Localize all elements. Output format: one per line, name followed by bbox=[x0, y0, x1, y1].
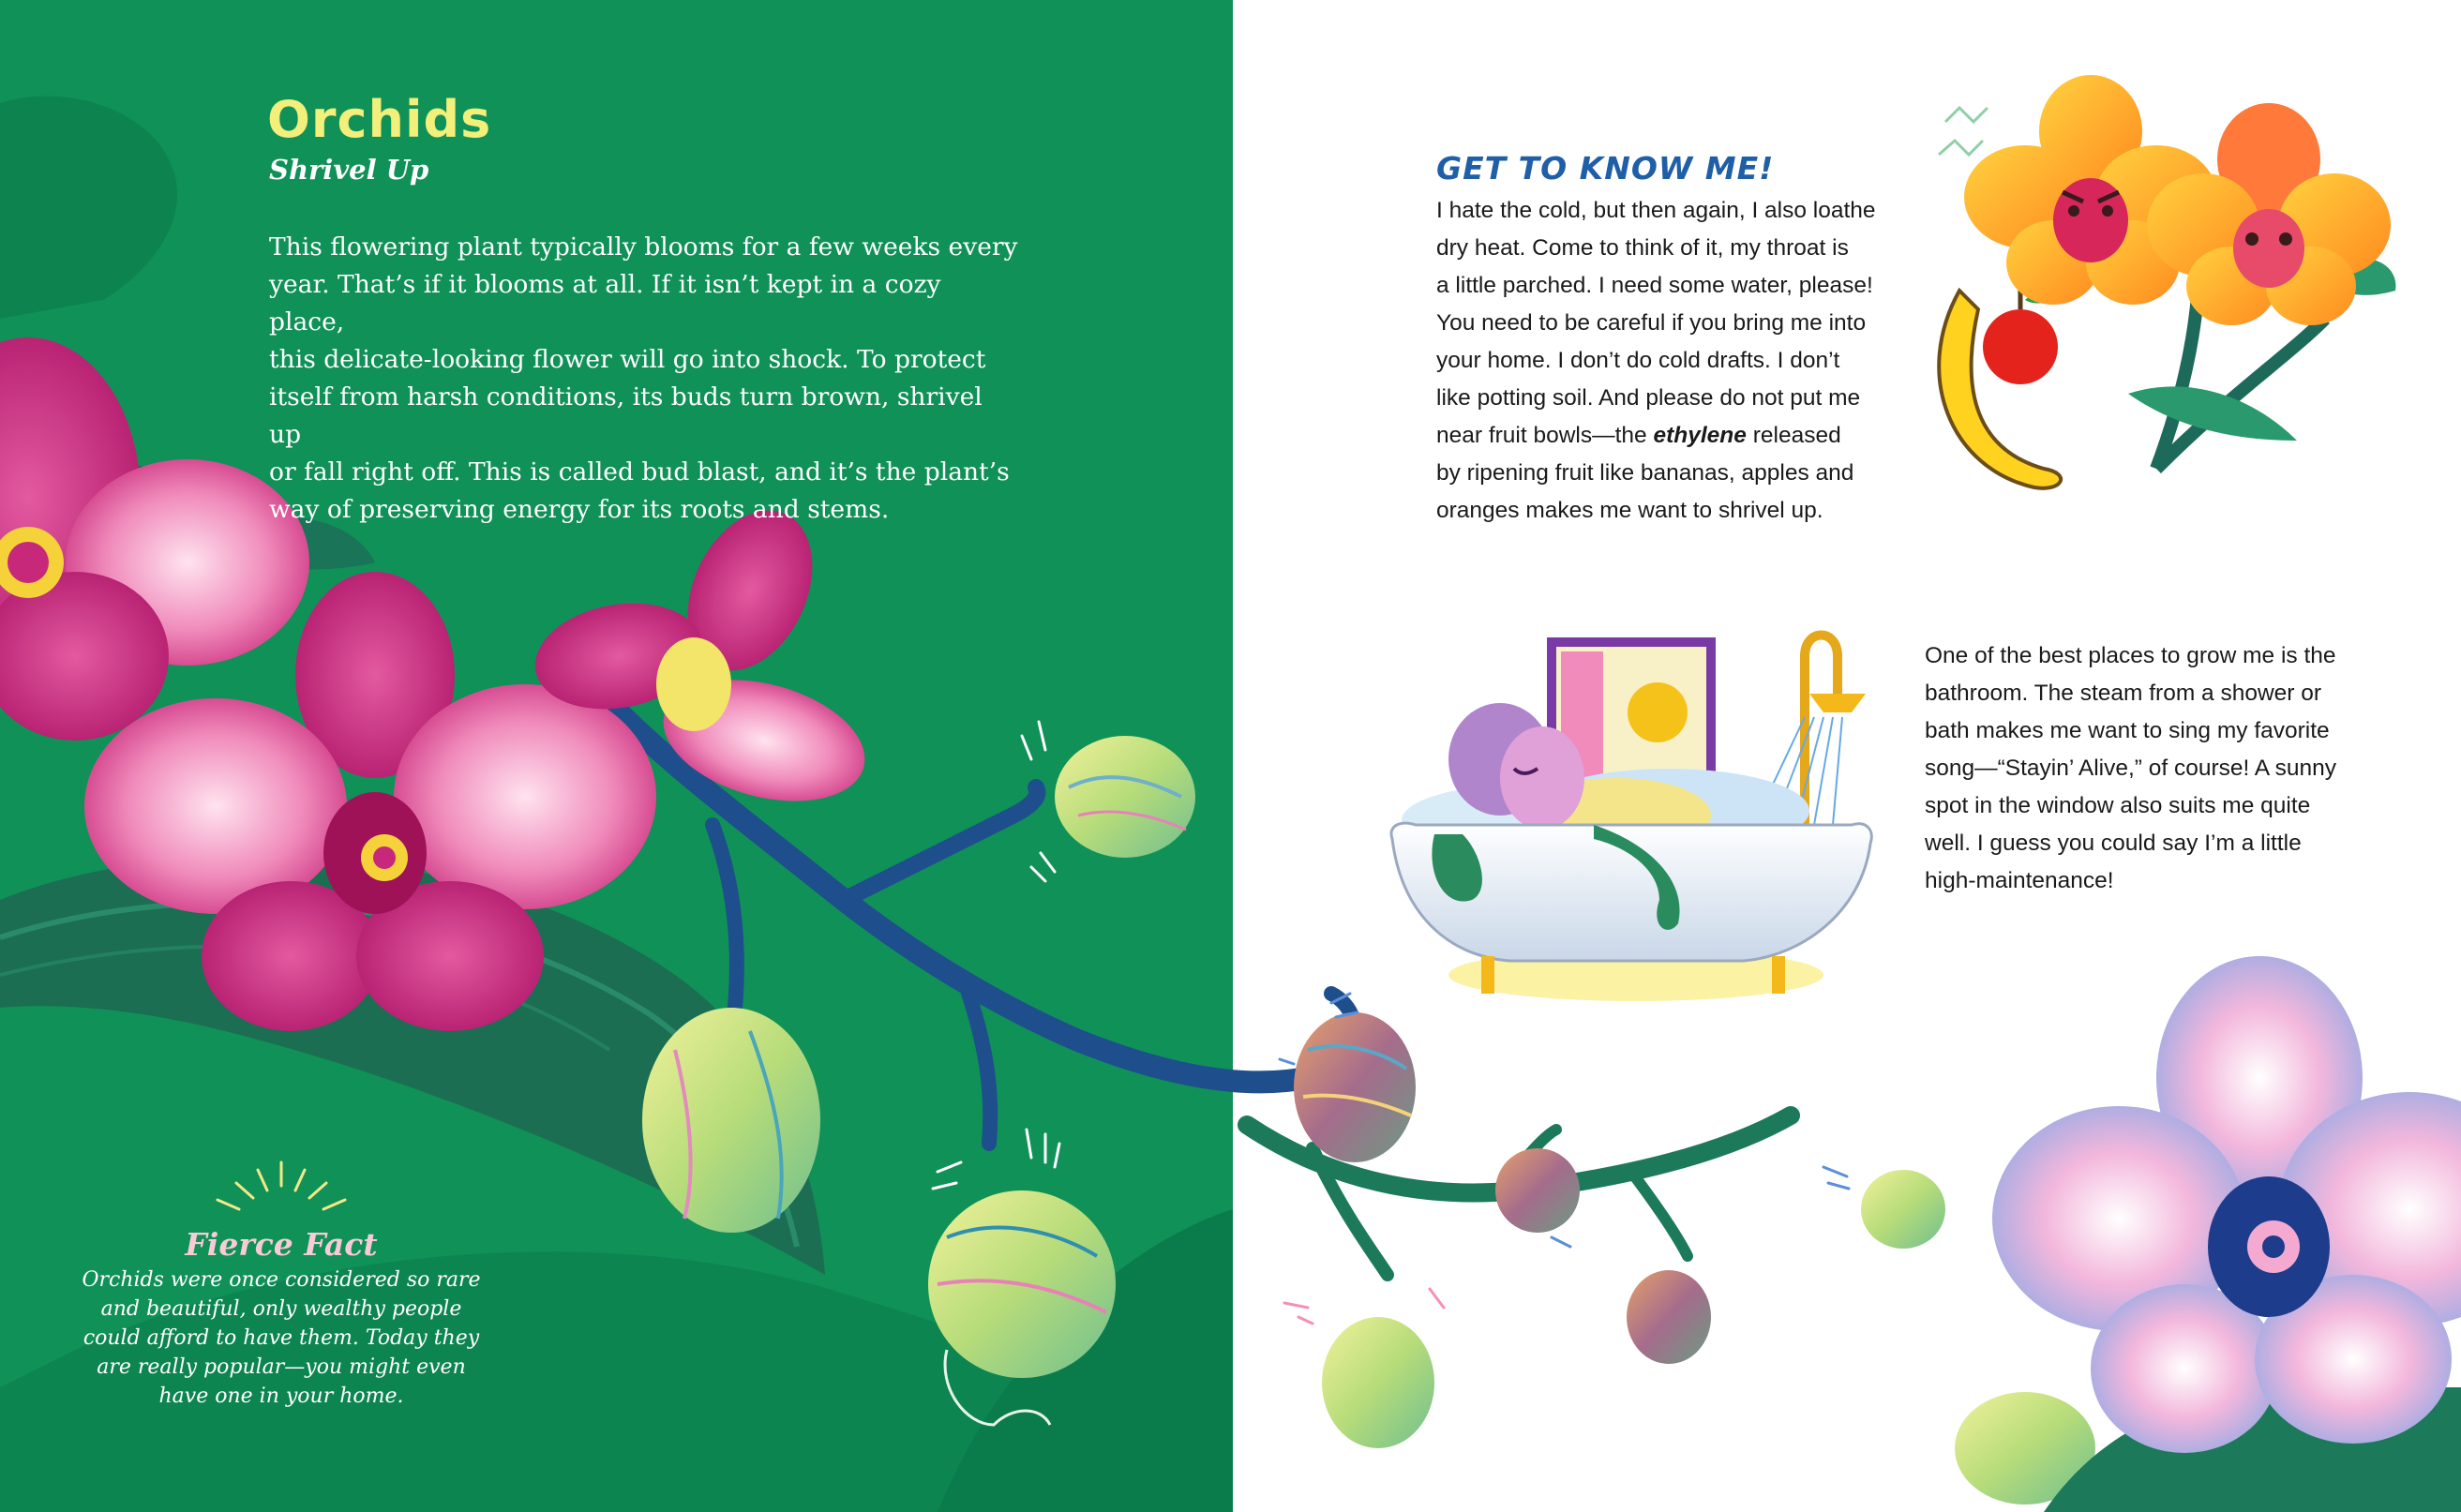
text-line: You need to be careful if you bring me into bbox=[1436, 310, 1867, 336]
text-line: itself from harsh conditions, its buds turn brown, shrivel up bbox=[269, 382, 983, 449]
text-line: dry heat. Come to think of it, my throat is bbox=[1436, 235, 1849, 261]
text-line: way of preserving energy for its roots and stems. bbox=[269, 495, 890, 524]
page-subtitle: Shrivel Up bbox=[269, 154, 429, 186]
text-line: are really popular—you might even bbox=[97, 1355, 466, 1379]
text-line: this delicate-looking flower will go into shock. To protect bbox=[269, 345, 986, 374]
bathroom-paragraph bbox=[1925, 637, 2412, 900]
text-line: well. I guess you could say I’m a little bbox=[1925, 831, 2302, 856]
bathtub-illustration bbox=[1391, 636, 1871, 1002]
text-line: or fall right off. This is called bud blast, and it’s the plant’s bbox=[269, 457, 1010, 487]
get-to-know-me-heading: GET TO KNOW ME! bbox=[1436, 150, 1775, 187]
intro-paragraph bbox=[269, 229, 1019, 529]
text-line: high-maintenance! bbox=[1925, 868, 2114, 893]
text-line: One of the best places to grow me is the bbox=[1925, 643, 2336, 668]
text-line: year. That’s if it blooms at all. If it isn’t kept in a cozy place, bbox=[269, 270, 941, 337]
fierce-fact-body bbox=[56, 1265, 506, 1411]
text-line: have one in your home. bbox=[158, 1385, 404, 1408]
text-line: I hate the cold, but then again, I also loathe bbox=[1436, 198, 1876, 223]
fierce-fact-title: Fierce Fact bbox=[185, 1226, 378, 1263]
text-line: near fruit bowls—the bbox=[1436, 423, 1654, 448]
text-line: a little parched. I need some water, please! bbox=[1436, 273, 1873, 298]
sparkle-burst-icon bbox=[218, 1162, 345, 1209]
page-title: Orchids bbox=[267, 90, 492, 149]
text-line: by ripening fruit like bananas, apples and bbox=[1436, 460, 1854, 486]
text-line: bathroom. The steam from a shower or bbox=[1925, 681, 2322, 706]
get-to-know-me-paragraph bbox=[1436, 192, 1924, 530]
angry-orchid-characters-illustration bbox=[1939, 75, 2395, 469]
text-line: spot in the window also suits me quite bbox=[1925, 793, 2311, 818]
text-line: your home. I don’t do cold drafts. I don’t bbox=[1436, 348, 1840, 373]
text-line: bath makes me want to sing my favorite bbox=[1925, 718, 2330, 743]
orchid-flower-illustration bbox=[0, 337, 309, 741]
text-line: like potting soil. And please do not put me bbox=[1436, 385, 1861, 411]
text-line: released bbox=[1746, 423, 1841, 448]
apple-illustration bbox=[1983, 291, 2058, 384]
text-line: This flowering plant typically blooms for a few weeks every bbox=[269, 232, 1018, 262]
text-line: Orchids were once considered so rare bbox=[82, 1268, 481, 1292]
ethylene-term: ethylene bbox=[1653, 423, 1747, 448]
orchid-bud-illustration bbox=[1294, 1012, 2095, 1505]
text-line: oranges makes me want to shrivel up. bbox=[1436, 498, 1823, 523]
text-line: song—“Stayin’ Alive,” of course! A sunny bbox=[1925, 756, 2336, 781]
text-line: could afford to have them. Today they bbox=[83, 1326, 480, 1350]
sparkle-burst-icon bbox=[1284, 1289, 1444, 1324]
text-line: and beautiful, only wealthy people bbox=[100, 1297, 462, 1321]
